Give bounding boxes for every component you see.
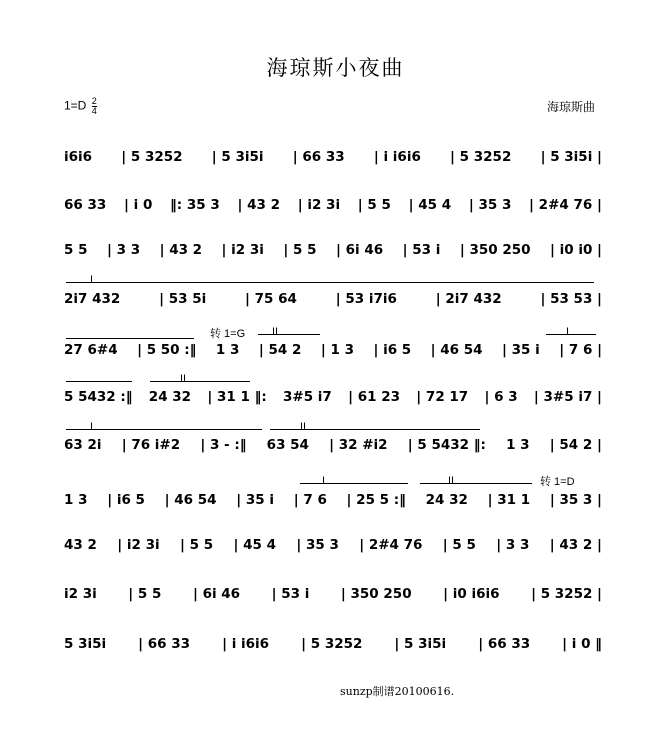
measure-segment: | 6i 46 [192, 586, 241, 602]
notation-row-4 [64, 287, 602, 311]
measure-segment: | 66 33 [292, 149, 345, 165]
measure-segment: | i6 5 [107, 492, 145, 508]
measure-segment: | 5 3252 [121, 149, 183, 165]
measure-segment: 63 2i [64, 437, 102, 453]
tie-line-row5 [66, 338, 194, 339]
measure-segment: | 5 3i5i [394, 636, 447, 652]
measure-segment: | 61 23 [348, 389, 401, 405]
volta-2-label-row7: II [300, 421, 307, 433]
measure-segment: | 66 33 [138, 636, 191, 652]
measure-segment: | i0 i0 | [549, 242, 602, 258]
measure-segment: | 75 64 [245, 291, 297, 307]
measure-segment: | 35 i [502, 342, 540, 358]
measure-segment: | 45 4 [408, 197, 452, 213]
measure-segment: | i6 5 [373, 342, 412, 358]
measure-segment: | 5 50 :‖ [137, 342, 197, 358]
measure-segment: 43 2 [64, 537, 97, 553]
measure-segment: 27 6#4 [64, 342, 118, 358]
modulation-d: 转 1=D [540, 476, 575, 488]
measure-segment: | 43 2 [237, 197, 280, 213]
notation-row-5 [64, 338, 602, 362]
time-signature [92, 97, 97, 116]
volta-line-row8-b [420, 483, 532, 484]
modulation-g: 转 1=G [210, 328, 246, 340]
measure-segment: | i0 i6i6 [443, 586, 500, 602]
measure-segment: | 35 3 | [549, 492, 602, 508]
measure-segment: | 54 2 [258, 342, 302, 358]
volta-line-row6 [150, 381, 250, 382]
measure-segment: 5 5 [64, 242, 88, 258]
measure-segment: | i 0 [123, 197, 153, 213]
volta-1-label-row7: I [90, 421, 94, 433]
measure-segment: | 32 #i2 [329, 437, 388, 453]
measure-segment: | 5 3252 [301, 636, 363, 652]
volta-line-row4 [66, 282, 594, 283]
measure-segment: | 45 4 [233, 537, 276, 553]
measure-segment: | 54 2 | [549, 437, 602, 453]
measure-segment: | 7 6 [293, 492, 327, 508]
measure-segment: | 6i 46 [335, 242, 384, 258]
volta-2-label-row6: II [180, 373, 187, 385]
measure-segment: | 3#5 i7 | [533, 389, 602, 405]
key-signature [64, 97, 97, 116]
measure-segment: | 53 i [402, 242, 441, 258]
measure-segment: | 46 54 [430, 342, 483, 358]
measure-segment: 5 3i5i [64, 636, 107, 652]
notation-row-9 [64, 533, 602, 557]
measure-segment: i6i6 [64, 149, 93, 165]
measure-segment: 5 5432 :‖ [64, 389, 133, 405]
notation-row-11 [64, 632, 602, 656]
measure-segment: | 6 3 [484, 389, 518, 405]
measure-segment: 2i7 432 [64, 291, 121, 307]
measure-segment: | 5 5 [283, 242, 317, 258]
measure-segment: 1 3 [506, 437, 530, 453]
notation-row-3 [64, 238, 602, 262]
measure-segment: | 5 5 [357, 197, 391, 213]
measure-segment: | 3 3 [496, 537, 530, 553]
measure-segment: 66 33 [64, 197, 107, 213]
measure-segment: | 5 3252 | [531, 586, 602, 602]
measure-segment: | 46 54 [164, 492, 217, 508]
measure-segment: | 53 i7i6 [335, 291, 397, 307]
notation-row-6 [64, 385, 602, 409]
measure-segment: | 2i7 432 [435, 291, 502, 307]
measure-segment: | 350 250 [340, 586, 412, 602]
measure-segment: | 76 i#2 [121, 437, 181, 453]
measure-segment: 24 32 [148, 389, 192, 405]
measure-segment: | i i6i6 [373, 149, 421, 165]
measure-segment: | 35 i [236, 492, 275, 508]
measure-segment: | 53 53 | [540, 291, 602, 307]
volta-line-row7 [66, 429, 262, 430]
measure-segment: | 3 3 [106, 242, 141, 258]
measure-segment: | 35 3 [296, 537, 339, 553]
time-numerator: 2 [91, 96, 97, 106]
measure-segment: | 5 3i5i | [540, 149, 602, 165]
measure-segment: | 53 5i [159, 291, 207, 307]
volta-2-label-row5: II [272, 326, 279, 338]
measure-segment: | 1 3 [320, 342, 354, 358]
measure-segment: | 5 5 [179, 537, 214, 553]
measure-segment: 1 3 [64, 492, 88, 508]
volta-line-row5-end [546, 334, 596, 335]
measure-segment: | 5 5432 ‖: [407, 437, 486, 453]
key-label: 1=D [64, 98, 87, 113]
measure-segment: | 3 - :‖ [200, 437, 247, 453]
measure-segment: | i i6i6 [222, 636, 270, 652]
measure-segment: | 31 1 ‖: [207, 389, 267, 405]
measure-segment: | i 0 ‖ [562, 636, 602, 652]
measure-segment: | 25 5 :‖ [346, 492, 406, 508]
volta-line-row8 [300, 483, 408, 484]
notation-row-10 [64, 582, 602, 606]
measure-segment: | 43 2 | [549, 537, 602, 553]
volta-2-label-row8: II [448, 475, 455, 487]
measure-segment: | 2#4 76 [359, 537, 423, 553]
volta-1-label-row4: I [90, 274, 94, 286]
measure-segment: | 5 3i5i [211, 149, 264, 165]
time-denominator: 4 [91, 106, 97, 116]
measure-segment: | 53 i [271, 586, 310, 602]
tie-line-row6 [66, 381, 132, 382]
measure-segment: | 2#4 76 | [529, 197, 602, 213]
measure-segment: 1 3 [215, 342, 240, 358]
measure-segment: | i2 3i [117, 537, 160, 553]
measure-segment: ‖: 35 3 [170, 197, 220, 213]
volta-1-label-row5: I [566, 326, 570, 338]
footer-credit: sunzp制谱20100616. [340, 685, 455, 698]
volta-1-label-row8: I [322, 475, 326, 487]
measure-segment: 3#5 i7 [283, 389, 332, 405]
measure-segment: | 5 3252 [450, 149, 512, 165]
composer: 海琼斯曲 [547, 100, 596, 114]
measure-segment: 63 54 [266, 437, 309, 453]
notation-row-1 [64, 145, 602, 169]
measure-segment: | 72 17 [416, 389, 469, 405]
score-title: 海琼斯小夜曲 [266, 56, 405, 80]
measure-segment: | 350 250 [459, 242, 531, 258]
measure-segment: i2 3i [64, 586, 97, 602]
measure-segment: | 7 6 | [559, 342, 602, 358]
measure-segment: | i2 3i [221, 242, 264, 258]
measure-segment: | i2 3i [297, 197, 341, 213]
notation-row-2 [64, 193, 602, 217]
measure-segment: | 35 3 [468, 197, 512, 213]
measure-segment: | 5 5 [442, 537, 476, 553]
notation-row-8 [64, 488, 602, 512]
measure-segment: | 31 1 [487, 492, 531, 508]
volta-line-row5 [258, 334, 320, 335]
measure-segment: | 5 5 [128, 586, 162, 602]
measure-segment: | 66 33 [478, 636, 531, 652]
notation-row-7 [64, 433, 602, 457]
measure-segment: | 43 2 [159, 242, 203, 258]
measure-segment: 24 32 [425, 492, 468, 508]
